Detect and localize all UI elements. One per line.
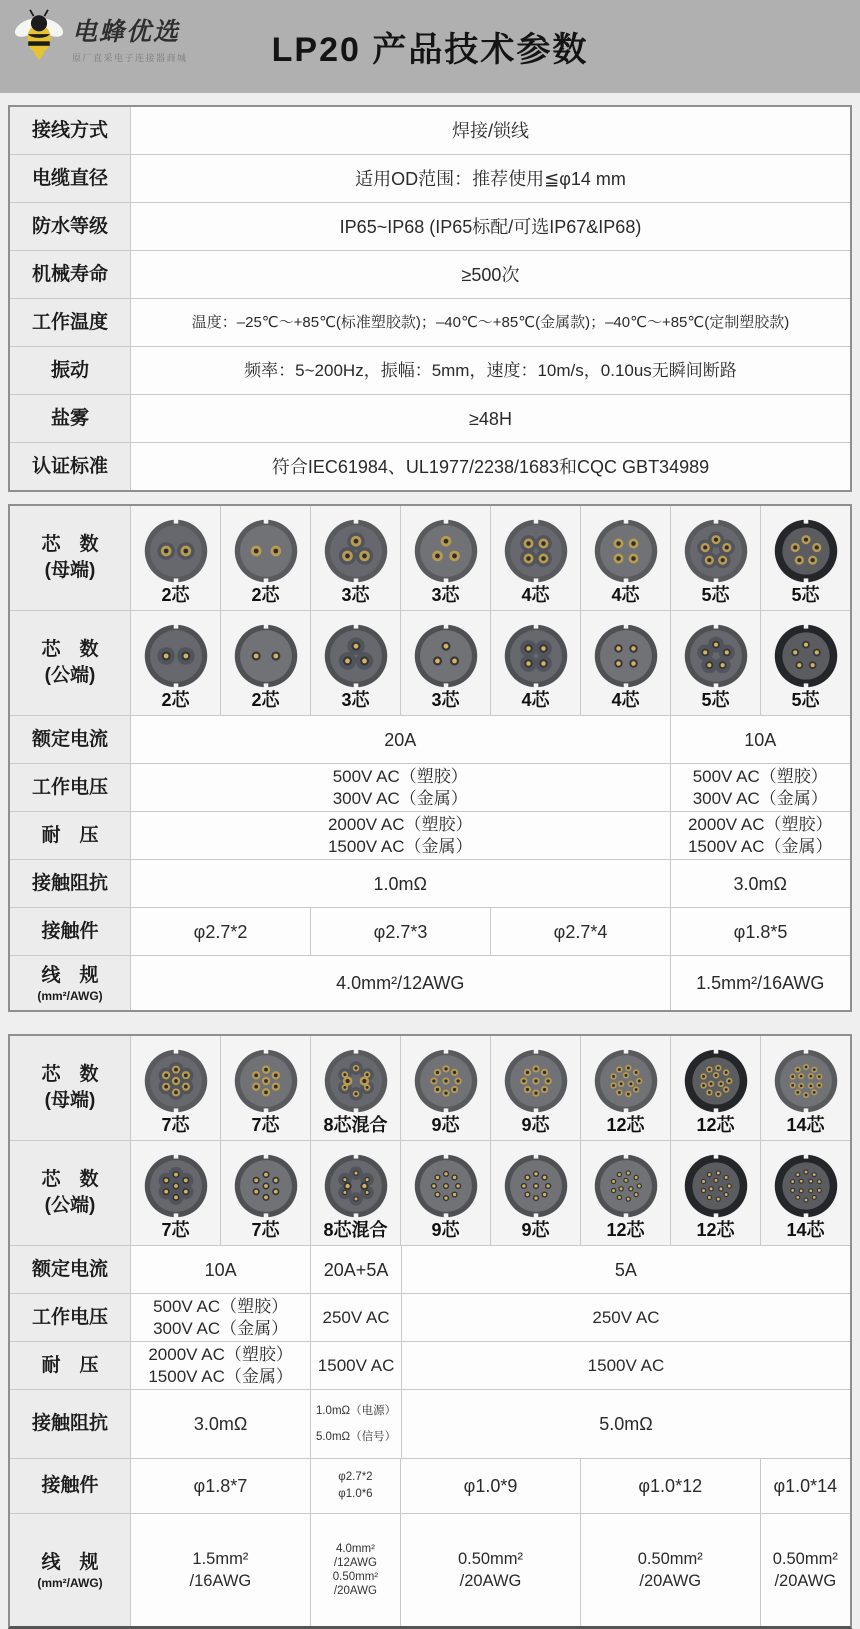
row-label: 振动 [10,347,131,394]
row-value: 温度：–25℃～+85℃(标准塑胶款)；–40℃～+85℃(金属款)；–40℃～+85℃(定制塑胶款) [191,313,790,331]
connector-caption: 4芯 [611,690,640,710]
connector-cell [491,611,581,715]
row-label-line: (母端) [44,560,96,581]
connector-image-7pin-female [144,1049,208,1113]
row-label [10,611,131,715]
contact-size-value: φ2.7*2 φ1.0*6 [311,1459,401,1513]
connector-cell [761,611,850,715]
connector-caption: 4芯 [521,690,550,710]
spec-row-vibration [10,347,850,395]
contact-size-value: φ2.7*4 [491,908,671,955]
spec-row-waterproof-rating [10,203,850,251]
rated-current-value: 20A [131,716,671,763]
row-label: 接触件 [10,908,131,955]
connector-caption: 3芯 [341,585,370,605]
spec-row-wiring-method [10,107,850,155]
spec-row-contacts [10,908,850,956]
connector-image-14pin-male [774,1154,838,1218]
connector-image-9pin-male [414,1154,478,1218]
connector-caption: 12芯 [696,1115,735,1135]
connector-cell [761,506,850,610]
connector-cell [671,506,761,610]
spec-row-withstand-voltage [10,812,850,860]
connector-image-3pin-male [414,624,478,688]
connector-caption: 8芯混合 [323,1220,388,1240]
row-label-line: (公端) [44,665,96,686]
connector-image-12pin-female [684,1049,748,1113]
connector-image-9pin-female [504,1049,568,1113]
connector-image-5pin-female [774,519,838,583]
contact-size-value: φ2.7*3 [311,908,491,955]
connector-caption: 2芯 [251,585,280,605]
connector-cell [221,1141,311,1245]
contact-impedance-value: 5.0mΩ [599,1414,653,1434]
row-label [10,506,131,610]
spec-row-working-voltage [10,1294,850,1342]
working-voltage-value: 500V AC（塑胶） 300V AC（金属） [131,1294,311,1341]
row-label-line: 线 规 [41,1552,99,1573]
connector-caption: 9芯 [521,1115,550,1135]
connector-image-2pin-female [234,519,298,583]
row-label-line: (母端) [44,1090,96,1111]
spec-row-contacts [10,1459,850,1514]
row-value: ≥500次 [461,264,520,285]
row-value: 焊接/锁线 [451,120,529,141]
row-label: 工作电压 [10,764,131,811]
connector-cell [311,1036,401,1140]
contact-size-value: φ1.0*12 [581,1459,761,1513]
connector-image-12pin-female [594,1049,658,1113]
row-value: 适用OD范围：推荐使用≦φ14 mm [355,168,626,189]
connector-cell [761,1036,850,1140]
connector-image-7pin-male [234,1154,298,1218]
spec-row-withstand-voltage [10,1342,850,1390]
connector-image-9pin-male [504,1154,568,1218]
connector-cell [581,506,671,610]
connector-cell [761,1141,850,1245]
spec-row-wire-gauge [10,956,850,1010]
general-spec-table [8,105,852,492]
connector-caption: 14芯 [786,1220,825,1240]
connector-image-2pin-female [144,519,208,583]
connector-caption: 7芯 [161,1220,190,1240]
spec-row-contact-impedance [10,1390,850,1459]
spec-row-contact-impedance [10,860,850,908]
page-header [0,0,860,93]
contact-impedance-value: 3.0mΩ [733,873,787,894]
row-label-line: 线 规 [41,965,99,986]
connector-cell [401,506,491,610]
brand-title: 电蜂优选 [72,18,181,46]
wire-gauge-value: 1.5mm²/16AWG [696,973,825,993]
female-connectors-row [10,506,850,611]
connector-image-3pin-male [324,624,388,688]
connector-cell [491,506,581,610]
connector-image-4pin-female [504,519,568,583]
connector-cell [671,1036,761,1140]
connector-caption: 9芯 [521,1220,550,1240]
connector-cell [581,1036,671,1140]
contact-impedance-value: 3.0mΩ [131,1390,311,1458]
withstand-voltage-value: 1500V AC [587,1355,665,1375]
connector-caption: 2芯 [251,690,280,710]
connector-image-4pin-female [594,519,658,583]
connector-image-14pin-female [774,1049,838,1113]
row-label: 电缆直径 [10,155,131,202]
spec-row-working-voltage [10,764,850,812]
connector-caption: 4芯 [521,585,550,605]
rated-current-value: 5A [614,1259,637,1280]
connector-image-8pin-mixed-male [324,1154,388,1218]
connector-cell [491,1141,581,1245]
row-label [10,1141,131,1245]
connector-cell [401,1141,491,1245]
connector-caption: 7芯 [251,1220,280,1240]
connector-cell [131,1036,221,1140]
row-label: 额定电流 [10,716,131,763]
row-label: 防水等级 [10,203,131,250]
connector-cell [221,611,311,715]
connector-caption: 9芯 [431,1115,460,1135]
connector-cell [131,1141,221,1245]
connector-caption: 9芯 [431,1220,460,1240]
row-label-line: 芯 数 [41,1064,99,1085]
connector-caption: 5芯 [701,690,730,710]
connector-caption: 5芯 [791,585,820,605]
connector-table-high-count [8,1034,852,1629]
spec-row-cable-diameter [10,155,850,203]
connector-image-3pin-female [324,519,388,583]
connector-cell [131,506,221,610]
connector-caption: 3芯 [431,690,460,710]
withstand-voltage-value: 1500V AC [311,1342,402,1389]
connector-image-5pin-male [774,624,838,688]
spec-row-certification [10,443,850,490]
row-label-line: 芯 数 [41,639,99,660]
row-label-line: 芯 数 [41,534,99,555]
contact-size-value: φ2.7*2 [131,908,311,955]
connector-cell [311,1141,401,1245]
connector-cell [581,611,671,715]
row-label: 接线方式 [10,107,131,154]
rated-current-value: 10A [744,729,777,750]
contact-impedance-value: 1.0mΩ [131,860,671,907]
connector-image-2pin-male [234,624,298,688]
connector-cell [401,1036,491,1140]
row-label [10,956,131,1010]
connector-caption: 12芯 [606,1220,645,1240]
row-label: 接触件 [10,1459,131,1513]
row-label-line: (公端) [44,1195,96,1216]
row-label [10,1036,131,1140]
male-connectors-row [10,1141,850,1246]
connector-image-12pin-male [594,1154,658,1218]
row-label-line: 芯 数 [41,1169,99,1190]
row-label: 接触阻抗 [10,860,131,907]
connector-image-5pin-male [684,624,748,688]
row-label: 工作电压 [10,1294,131,1341]
row-label [10,1514,131,1626]
row-label-sub: (mm²/AWG) [37,989,103,1003]
rated-current-value: 10A [131,1246,311,1293]
spec-row-rated-current [10,716,850,764]
working-voltage-value: 250V AC [311,1294,402,1341]
connector-cell [221,1036,311,1140]
connector-cell [401,611,491,715]
female-connectors-row [10,1036,850,1141]
row-label: 耐 压 [10,812,131,859]
connector-image-4pin-male [504,624,568,688]
male-connectors-row [10,611,850,716]
connector-cell [311,611,401,715]
spec-row-rated-current [10,1246,850,1294]
connector-caption: 3芯 [341,690,370,710]
row-label: 工作温度 [10,299,131,346]
connector-cell [221,506,311,610]
connector-caption: 2芯 [161,690,190,710]
wire-gauge-value: 1.5mm² /16AWG [131,1514,311,1626]
contact-size-value: φ1.8*7 [131,1459,311,1513]
rated-current-value: 20A+5A [311,1246,402,1293]
connector-caption: 14芯 [786,1115,825,1135]
row-label: 额定电流 [10,1246,131,1293]
connector-image-4pin-male [594,624,658,688]
row-label: 机械寿命 [10,251,131,298]
spec-row-operating-temperature [10,299,850,347]
contact-impedance-value: 1.0mΩ（电源） 5.0mΩ（信号） [311,1390,402,1458]
working-voltage-value: 500V AC（塑胶） 300V AC（金属） [131,764,671,811]
row-label: 接触阻抗 [10,1390,131,1458]
withstand-voltage-value: 2000V AC（塑胶） 1500V AC（金属） [687,814,833,856]
connector-caption: 2芯 [161,585,190,605]
row-label-sub: (mm²/AWG) [37,1576,103,1590]
row-label: 耐 压 [10,1342,131,1389]
connector-caption: 12芯 [696,1220,735,1240]
wire-gauge-value: 0.50mm² /20AWG [401,1514,581,1626]
wire-gauge-value: 4.0mm²/12AWG [131,956,671,1010]
connector-caption: 8芯混合 [323,1115,388,1135]
page-title: LP20 产品技术参数 [271,31,589,69]
connector-cell [311,506,401,610]
contact-size-value: φ1.0*9 [401,1459,581,1513]
connector-image-3pin-female [414,519,478,583]
connector-image-9pin-female [414,1049,478,1113]
wire-gauge-value: 0.50mm² /20AWG [581,1514,761,1626]
row-value: 频率：5~200Hz，振幅：5mm，速度：10m/s，0.10us无瞬间断路 [244,360,737,380]
connector-caption: 4芯 [611,585,640,605]
connector-caption: 5芯 [701,585,730,605]
row-label: 盐雾 [10,395,131,442]
connector-caption: 7芯 [251,1115,280,1135]
connector-cell [581,1141,671,1245]
connector-image-2pin-male [144,624,208,688]
row-value: 符合IEC61984、UL1977/2238/1683和CQC GBT34989 [271,456,710,477]
brand-subtitle: 原厂直采电子连接器商城 [72,53,188,63]
working-voltage-value: 250V AC [592,1307,660,1327]
contact-size-value: φ1.8*5 [733,921,788,942]
connector-image-7pin-male [144,1154,208,1218]
working-voltage-value: 500V AC（塑胶） 300V AC（金属） [692,766,828,808]
connector-cell [671,611,761,715]
connector-table-low-count [8,504,852,1012]
wire-gauge-value: 0.50mm² /20AWG [772,1550,838,1590]
connector-image-12pin-male [684,1154,748,1218]
withstand-voltage-value: 2000V AC（塑胶） 1500V AC（金属） [131,812,671,859]
spec-row-mechanical-life [10,251,850,299]
connector-image-7pin-female [234,1049,298,1113]
row-value: ≥48H [469,408,512,429]
connector-cell [491,1036,581,1140]
connector-caption: 12芯 [606,1115,645,1135]
row-value: IP65~IP68 (IP65标配/可选IP67&IP68) [339,216,642,237]
withstand-voltage-value: 2000V AC（塑胶） 1500V AC（金属） [131,1342,311,1389]
connector-caption: 7芯 [161,1115,190,1135]
row-label: 认证标准 [10,443,131,490]
contact-size-value: φ1.0*14 [773,1476,838,1496]
spec-row-wire-gauge [10,1514,850,1626]
connector-cell [131,611,221,715]
connector-caption: 3芯 [431,585,460,605]
wire-gauge-value: 4.0mm² /12AWG 0.50mm² /20AWG [311,1514,401,1626]
connector-cell [671,1141,761,1245]
connector-image-8pin-mixed-female [324,1049,388,1113]
connector-caption: 5芯 [791,690,820,710]
connector-image-5pin-female [684,519,748,583]
spec-row-salt-spray [10,395,850,443]
